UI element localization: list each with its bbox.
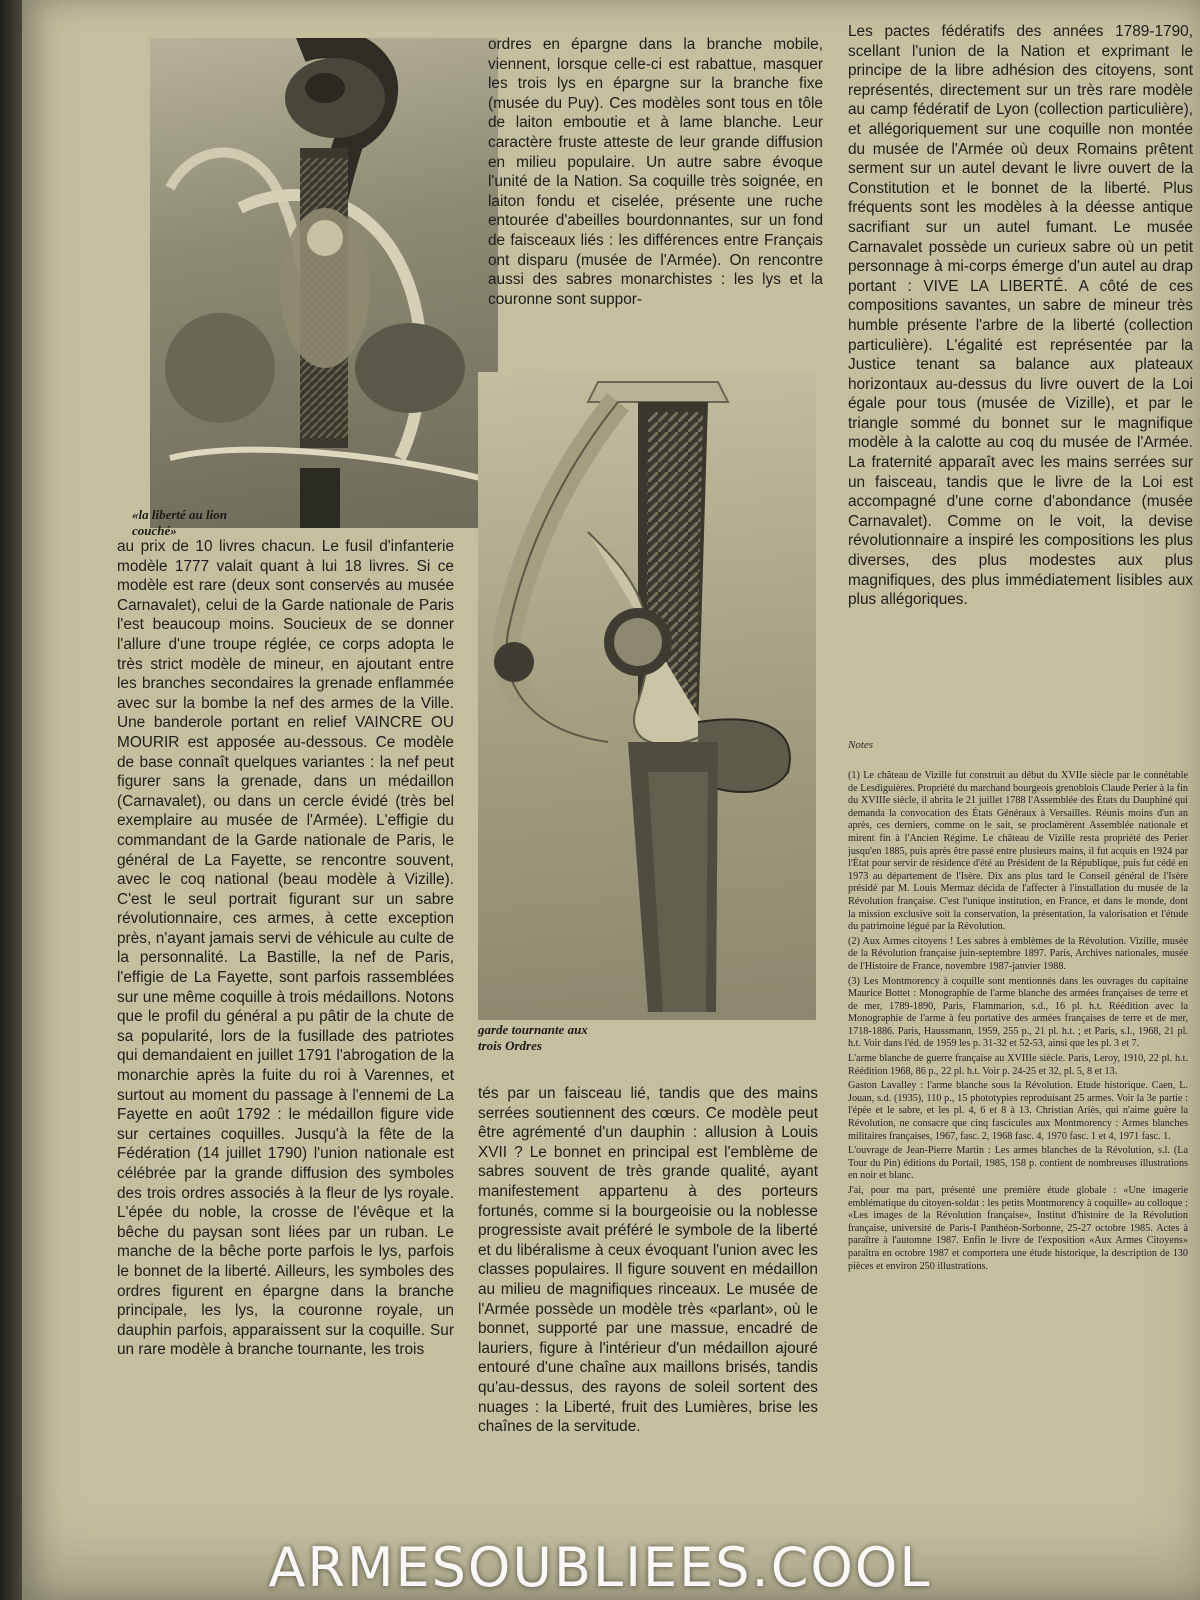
note-item: (2) Aux Armes citoyens ! Les sabres à emblèmes de la Révolution. Vizille, musée de la Révolution française juin-septembre 1897. Paris, Archives nationales, musée de l'Histoire de France, novembre 1987-janvier 1988.: [848, 935, 1188, 972]
note-item: L'arme blanche de guerre française au XVIIIe siècle. Paris, Leroy, 1910, 22 pl. h.t. Réédition 1968, 86 p., 22 pl. h.t. Voir p. 24-25 et 32, pl. 5, 8 et 13.: [848, 1053, 1188, 1077]
article-column-2-top: [488, 35, 823, 309]
column-2-top-text: ordres en épargne dans la branche mobile, viennent, lorsque celle-ci est rabattue, masquer les trois lys en épargne sur la branche fixe (musée du Puy). Ces modèles sont tous en tôle de laiton emboutie et à lame blanche. Leur caractère fruste atteste de leur grande diffusion en milieu populaire. Un autre sabre évoque l'unité de la Nation. Sa coquille très soignée, en laiton fondu et ciselée, présente une ruche entourée d'abeilles bourdonnantes, sur un fond de faisceaux liés : les différences entre Français ont disparu (musée de l'Armée). On rencontre aussi des sabres monarchistes : les lys et la couronne sont suppor-: [488, 36, 823, 308]
column-1-text: au prix de 10 livres chacun. Le fusil d'infanterie modèle 1777 valait quant à lui 18 livres. Si ce modèle est rare (deux sont conservés au musée Carnavalet), celui de la Garde nationale de Paris l'est beaucoup moins. Soucieux de se donner l'allure d'une troupe réglée, ce corps adopta le très strict modèle de mineur, en ajoutant entre les branches secondaires la grenade enflammée avec sur la bombe la nef des armes de la Ville. Une banderole portant en relief VAINCRE OU MOURIR est apposée au-dessous. Ce modèle de base connaît quelques variantes : la nef peut figurer sans la grenade, dans un médaillon (Carnavalet), ou dans un cercle évidé (très bel exemplaire au musée de l'Armée). L'effigie du commandant de la Garde nationale de Paris, le général de La Fayette, se rencontre souvent, avec le coq national (beau modèle à Vizille). C'est le seul portrait figurant sur un sabre révolutionnaire, ces armes, à cette exception près, n'ayant jamais servi de véhicule au culte de la personnalité. La Bastille, la nef de Paris, l'effigie de La Fayette, sont parfois rassemblées sur une même coquille à trois médaillons. Notons que le profil du général a pu pâtir de la chute de sa popularité, lors de la fusillade des patriotes qui demandaient en juillet 1791 l'abrogation de la monarchie après la fuite du roi à Varennes, et surtout au moment du passage à l'ennemi de La Fayette en août 1792 : le médaillon figure vide sur certaines coquilles. Jusqu'à la fête de la Fédération (14 juillet 1790) l'union nationale est célébrée par la grande diffusion des symboles des trois ordres associés à la fleur de lys royale. L'épée du noble, la crosse de l'évêque et la bêche du paysan sont liées par un ruban. Le manche de la bêche porte parfois le lys, parfois le bonnet de la liberté. Ailleurs, les symboles des ordres figurent en épargne dans la branche principale, les lys, la couronne royale, un dauphin parfois, apparaissent sur la coquille. Sur un rare modèle à branche tournante, les trois: [117, 538, 454, 1359]
article-column-2-bottom: [478, 1084, 818, 1437]
garde-illustration: [478, 372, 816, 1020]
note-item: J'ai, pour ma part, présenté une première étude globale : «Une imagerie emblématique du citoyen-soldat : les petits Montmorency à coquille» au colloque : «Les images de la Révolution française», Institut d'histoire de la Révolution française, université de Paris-I Panthéon-Sorbonne, 25-27 octobre 1985. Actes à paraître à l'automne 1987. Enfin le livre de l'exposition «Aux Armes Citoyens» paraîtra en octobre 1987 et comportera une étude historique, la description de 130 pièces et environ 250 illustrations.: [848, 1185, 1188, 1272]
column-3-text: Les pactes fédératifs des années 1789-1790, scellant l'union de la Nation et exprimant le principe de la libre adhésion des citoyens, sont représentés, directement sur un très rare modèle au camp fédératif de Lyon (collection particulière), et allégoriquement sur une coquille non montée du musée de l'Armée où deux Romains prêtent serment sur un autel devant le livre ouvert de la Constitution et le bonnet de la liberté. Plus fréquents sont les modèles à la déesse antique sacrifiant sur un autel fumant. Le musée Carnavalet possède un curieux sabre où un petit personnage à mi-corps émerge d'un autel au drap portant : VIVE LA LIBERTÉ. A côté de ces compositions savantes, un sabre de mineur très humble présente l'arbre de la liberté (collection particulière). L'égalité est représentée par la Justice tenant sa balance aux plateaux horizontaux au-dessus du livre ouvert de la Loi égale pour tous (musée de Vizille), et par le triangle sommé du bonnet sur le magnifique modèle à la calotte au coq du musée de l'Armée. La fraternité apparaît avec les mains serrées sur un faisceau, tandis que le livre de la Loi est accompagné d'une corne d'abondance (musée Carnavalet). Comme on le voit, la devise révolutionnaire a inspiré les compositions les plus diverses, des plus modestes aux plus magnifiques, des plus immédiatement lisibles aux plus allégoriques.: [848, 23, 1193, 609]
hilt-illustration: [150, 38, 498, 528]
photo-liberty-lion-hilt: [150, 38, 498, 528]
book-spine-shadow: [0, 0, 22, 1600]
photo1-caption: «la liberté au lion couché»: [132, 507, 227, 538]
notes-heading: Notes: [848, 739, 874, 751]
notes-section: [848, 770, 1188, 1275]
column-2-bottom-text: tés par un faisceau lié, tandis que des mains serrées soutiennent des cœurs. Ce modèle peut être agrémenté d'un dauphin : allusion à Louis XVII ? Le bonnet en principal est l'emblème de sabres souvent de très grande qualité, ayant manifestement appartenu à des porteurs fortunés, comme si la bourgeoisie ou la noblesse progressiste avait préféré le symbole de la liberté et du libéralisme à ceux évoquant l'union avec les classes populaires. Il figure souvent en médaillon au milieu de magnifiques rinceaux. Le musée de l'Armée possède un modèle très «parlant», où le bonnet, supporté par une massue, encadré de lauriers, figure à l'intérieur d'un médaillon ajouré entouré d'une chaîne aux maillons brisés, tandis qu'au-dessus, des rayons de soleil sortent des nuages : la Liberté, fruit des Lumières, brise les chaînes de la servitude.: [478, 1085, 818, 1436]
article-column-1: [117, 537, 454, 1524]
watermark: ARMESOUBLIEES.COOL: [268, 1536, 932, 1599]
note-item: Gaston Lavalley : l'arme blanche sous la Révolution. Etude historique. Caen, L. Jouan, s.d. (1935), 110 p., 15 phototypies reproduisant 25 armes. Voir la 3e partie : l'épée et le sabre, et les pl. 4, 6 et 8 à 13. Christian Ariès, qui n'aime guère la Révolution, ne consacre que cinq fascicules aux Montmorency : Armes blanches militaires françaises, 1967, fasc. 2, 1968 fasc. 4, 1970 fasc. 1 et 4, 1971 fasc. 1.: [848, 1080, 1188, 1142]
article-column-3: [848, 22, 1193, 610]
photo2-caption: garde tournante aux trois Ordres: [478, 1022, 588, 1053]
note-item: (3) Les Montmorency à coquille sont mentionnés dans les ouvrages du capitaine Maurice Bottet : Monographie de l'arme blanche des armées françaises de terre et de mer, 1789-1890, Paris, Flammarion, s.d., 16 pl. h.t. Réédition avec la Monographie de l'arme à feu portative des armées françaises de terre et de mer, 1718-1886. Paris, Haussmann, 1959, 255 p., 21 pl. h.t. ; et Paris, s.l., 1968, 21 pl. h.t. Voir dans l'éd. de 1959 les p. 31-32 et 52-53, ainsi que les pl. 3 et 7.: [848, 975, 1188, 1050]
photo-garde-tournante-hilt: [478, 372, 816, 1020]
note-item: (1) Le château de Vizille fut construit au début du XVIIe siècle par le connétable de Lesdiguières. Propriété du marchand bourgeois grenoblois Claude Perier à la fin du XVIIIe siècle, il abrita le 21 juillet 1788 l'Assemblée des États du Dauphiné qui demanda la convocation des États Généraux à Versailles. Réunis moins d'un an après, ces derniers, comme on le sait, se proclamèrent Assemblée nationale et mirent fin à l'Ancien Régime. Le château de Vizille resta propriété des Perier jusqu'en 1885, puis après être passé entre plusieurs mains, il fut acquis en 1924 par l'État pour servir de résidence d'été au Président de la République, puis fut cédé en 1973 au département de l'Isère. Dix ans plus tard le Conseil général de l'Isère présidé par M. Louis Mermaz décida de l'affecter à l'installation du musée de la Révolution française. C'est l'unique institution, en France, et dans le monde, dont la mission exclusive soit la conservation, la présentation, la valorisation et l'étude du patrimoine légué par la Révolution.: [848, 770, 1188, 933]
note-item: L'ouvrage de Jean-Pierre Martin : Les armes blanches de la Révolution, s.l. (La Tour du Pin) éditions du Portail, 1985, 158 p. contient de nombreuses illustrations en noir et blanc.: [848, 1145, 1188, 1182]
